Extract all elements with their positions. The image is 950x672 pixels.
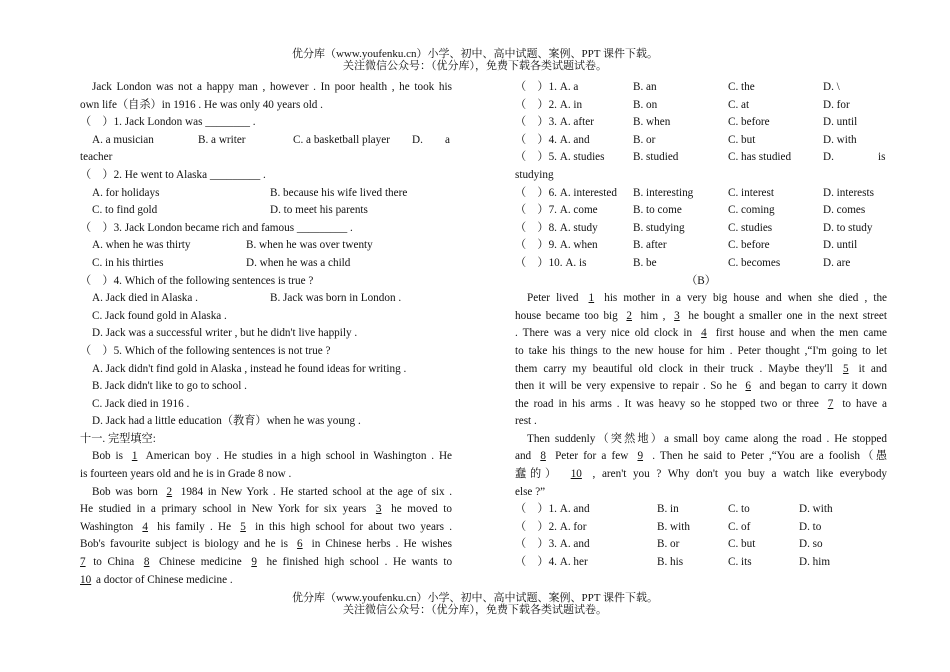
question-1: （ ）1. Jack London was ________ .: [80, 116, 256, 129]
option-d: D. to study: [823, 221, 873, 234]
option-c: C. Jack found gold in Alaska .: [92, 309, 227, 322]
answer-options-b: [515, 501, 887, 571]
question-1-options: [80, 132, 452, 150]
story-line: them carry my beautiful old clock in their truck . Maybe they'll 5 it and: [515, 362, 888, 375]
header-line-1: 优分库（www.youfenku.cn）小学、初中、高中试题、案例、PPT 课件下载。: [291, 48, 659, 60]
question-number-option-a: （ ）5. A. studies: [515, 151, 605, 164]
option-d: D. Jack was a successful writer , but he didn't live happily .: [92, 327, 358, 340]
blank-2: 2: [626, 309, 632, 322]
page-footer: [0, 592, 950, 616]
answer-row: [515, 132, 887, 150]
page-header: [0, 48, 950, 72]
option-b: B. after: [633, 239, 667, 252]
blank-5: 5: [842, 362, 849, 375]
question-number-option-a: （ ）1. A. a: [515, 81, 579, 93]
blank-7: 7: [80, 556, 86, 569]
option-d-continued: teacher: [80, 151, 113, 164]
section-b-heading: （B）: [686, 274, 716, 287]
answer-row: [515, 97, 887, 115]
question-4: （ ）4. Which of the following sentences is true ?: [80, 274, 314, 287]
question-number-option-a: （ ）9. A. when: [515, 239, 598, 252]
question-2: （ ）2. He went to Alaska _________ .: [80, 168, 266, 181]
option-a: A. Jack didn't find gold in Alaska , instead he found ideas for writing .: [92, 362, 407, 375]
blank-9: 9: [637, 450, 644, 463]
option-c: C. interest: [728, 186, 774, 199]
option-b: B. interesting: [633, 186, 694, 199]
option-b: B. a writer: [198, 133, 246, 146]
story-line: 蠢的） 10 , aren't you ? Why don't you buy a watch like everybody: [515, 468, 888, 481]
option-a: A. Jack died in Alaska .: [92, 292, 198, 305]
story-line: rest .: [515, 415, 537, 428]
option-b: B. with: [657, 520, 690, 533]
option-c: C. has studied: [728, 151, 792, 164]
story-line: the road in his arms . It was heavy so he stopped two or three 7 to have a: [515, 397, 888, 410]
blank-3: 3: [674, 309, 680, 322]
option-b: B. in: [657, 503, 679, 516]
option-d: D. comes: [823, 204, 866, 217]
option-c: C. Jack died in 1916 .: [92, 397, 190, 410]
answer-row: [515, 237, 887, 255]
blank-10: 10: [570, 468, 582, 481]
blank-5: 5: [240, 520, 246, 533]
cloze-line: Bob was born 2 1984 in New York . He started school at the age of six .: [92, 485, 453, 498]
option-d: D. with: [799, 503, 833, 516]
option-b: B. studied: [633, 151, 679, 164]
question-number-option-a: （ ）2. A. for: [515, 520, 587, 533]
question-number-option-a: （ ）1. A. and: [515, 503, 590, 516]
cloze-line: He studied in a primary school in New York for six years 3 he moved to: [80, 503, 453, 516]
option-c: C. becomes: [728, 256, 781, 269]
story-line: Peter lived 1 his mother in a very big house and when she died , the: [527, 292, 888, 305]
question-3-options-ab: [80, 237, 452, 255]
question-number-option-a: （ ）8. A. study: [515, 221, 598, 234]
story-line: else ?”: [515, 485, 546, 498]
option-b: B. when: [633, 116, 671, 129]
blank-9: 9: [251, 556, 257, 569]
option-b: B. to come: [633, 204, 682, 217]
option-d: D. \: [823, 81, 840, 93]
story-line: and 8 Peter for a few 9 . Then he said to Peter ,“You are a foolish（愚: [515, 450, 888, 463]
option-d: D. are: [823, 256, 851, 269]
right-column: [515, 79, 887, 572]
header-line-2: 关注微信公众号：（优分库），免费下载各类试题试卷。: [343, 60, 607, 72]
answer-row: [515, 114, 887, 132]
option-b: B. Jack was born in London .: [270, 292, 402, 305]
option-c: C. a basketball player: [293, 133, 390, 146]
question-number-option-a: （ ）4. A. her: [515, 556, 588, 569]
option-c: C. studies: [728, 221, 773, 234]
story-line: house became too big 2 him , 3 he bought a smaller one in the next street: [515, 309, 888, 322]
option-d: D. until: [823, 116, 858, 129]
section-heading: 十一. 完型填空:: [80, 432, 156, 445]
story-line: to take his things to the new house for him . Peter thought ,“I'm going to let: [515, 344, 887, 357]
option-d: D. when he was a child: [246, 256, 351, 269]
answer-row: [515, 255, 887, 273]
option-c: C. before: [728, 239, 770, 252]
option-c: C. to: [728, 503, 750, 516]
blank-4: 4: [701, 327, 707, 340]
option-c: C. to find gold: [92, 204, 158, 217]
option-d-word: is: [878, 151, 886, 164]
answer-row: [515, 501, 887, 519]
cloze-line: Bob is 1 American boy . He studies in a high school in Washington . He: [92, 450, 452, 463]
left-column: [80, 79, 452, 589]
question-5: （ ）5. Which of the following sentences is not true ?: [80, 344, 331, 357]
option-c: C. before: [728, 116, 770, 129]
option-b: B. be: [633, 256, 657, 269]
option-c: C. of: [728, 520, 751, 533]
answer-row: [515, 220, 887, 238]
option-d: D. to meet his parents: [270, 204, 368, 217]
option-c: C. coming: [728, 204, 775, 217]
answer-row: [515, 519, 887, 537]
cloze-line: 7 to China 8 Chinese medicine 9 he finished high school . He wants to: [80, 556, 453, 569]
question-number-option-a: （ ）10. A. is: [515, 256, 587, 269]
option-b: B. studying: [633, 221, 685, 234]
blank-8: 8: [540, 450, 546, 463]
option-a: A. for holidays: [92, 186, 160, 199]
option-b: B. because his wife lived there: [270, 186, 408, 199]
option-b: B. or: [633, 133, 656, 146]
option-d: D. with: [823, 133, 857, 146]
option-d-word: a: [445, 133, 450, 146]
option-d: D. until: [823, 239, 858, 252]
option-a: A. when he was thirty: [92, 239, 191, 252]
question-2-options-ab: [80, 185, 452, 203]
blank-4: 4: [142, 520, 148, 533]
footer-line-1: 优分库（www.youfenku.cn）小学、初中、高中试题、案例、PPT 课件下载。: [291, 592, 659, 604]
answer-row: [515, 202, 887, 220]
footer-line-2: 关注微信公众号：（优分库），免费下载各类试题试卷。: [343, 604, 607, 616]
option-c: C. its: [728, 556, 752, 569]
option-d: D. so: [799, 538, 823, 551]
story-line: Then suddenly（突然地）a small boy came along the road . He stopped: [527, 432, 887, 445]
option-d: D. Jack had a little education（教育）when he was young .: [92, 415, 361, 428]
question-2-options-cd: [80, 202, 452, 220]
option-d: D. to: [799, 520, 822, 533]
option-d: D. him: [799, 556, 831, 569]
option-c: C. the: [728, 81, 755, 93]
question-4-options-ab: [80, 290, 452, 308]
answer-row: [515, 79, 887, 97]
option-b: B. or: [657, 538, 680, 551]
option-d: D. for: [823, 98, 850, 111]
question-3-options-cd: [80, 255, 452, 273]
blank-10: 10: [80, 573, 92, 586]
blank-2: 2: [166, 485, 173, 498]
blank-1: 1: [588, 292, 595, 305]
question-number-option-a: （ ）2. A. in: [515, 98, 583, 111]
blank-6: 6: [297, 538, 303, 551]
cloze-line: 10 a doctor of Chinese medicine .: [80, 573, 233, 586]
passage-line: own life（自杀）in 1916 . He was only 40 years old .: [80, 98, 323, 111]
option-b: B. on: [633, 98, 658, 111]
question-number-option-a: （ ）7. A. come: [515, 204, 598, 217]
option-a: A. a musician: [92, 133, 154, 146]
blank-8: 8: [143, 556, 150, 569]
option-b: B. an: [633, 81, 657, 93]
question-number-option-a: （ ）4. A. and: [515, 133, 590, 146]
question-number-option-a: （ ）3. A. and: [515, 538, 590, 551]
option-b: B. his: [657, 556, 684, 569]
cloze-line: is fourteen years old and he is in Grade 8 now .: [80, 468, 292, 481]
option-d: D.: [412, 133, 423, 146]
cloze-line: Bob's favourite subject is biology and he is 6 in Chinese herbs . He wishes: [80, 538, 452, 551]
answer-row: [515, 554, 887, 572]
answer-options-a: [515, 79, 887, 273]
option-c: C. at: [728, 98, 750, 111]
story-line: then it will be very expensive to repair . So he 6 and began to carry it down: [515, 380, 888, 393]
blank-3: 3: [375, 503, 382, 516]
option-d: D. interests: [823, 186, 874, 199]
answer-row: [515, 149, 887, 167]
option-d: D.: [823, 151, 834, 164]
story-line: . There was a very nice old clock in 4 first house and when the men came: [515, 327, 888, 340]
passage-line: Jack London was not a happy man , however . In poor health , he took his: [92, 81, 452, 93]
answer-row: [515, 536, 887, 554]
option-d-continued: studying: [515, 168, 554, 181]
question-3: （ ）3. Jack London became rich and famous _________ .: [80, 221, 353, 234]
option-c: C. in his thirties: [92, 256, 164, 269]
blank-7: 7: [827, 397, 834, 410]
blank-6: 6: [745, 380, 751, 393]
option-c: C. but: [728, 133, 756, 146]
cloze-line: Washington 4 his family . He 5 in this high school for about two years .: [80, 520, 453, 533]
question-number-option-a: （ ）3. A. after: [515, 116, 594, 129]
option-c: C. but: [728, 538, 756, 551]
option-b: B. when he was over twenty: [246, 239, 373, 252]
blank-1: 1: [131, 450, 138, 463]
answer-row: [515, 185, 887, 203]
question-number-option-a: （ ）6. A. interested: [515, 186, 617, 199]
option-b: B. Jack didn't like to go to school .: [92, 380, 247, 393]
